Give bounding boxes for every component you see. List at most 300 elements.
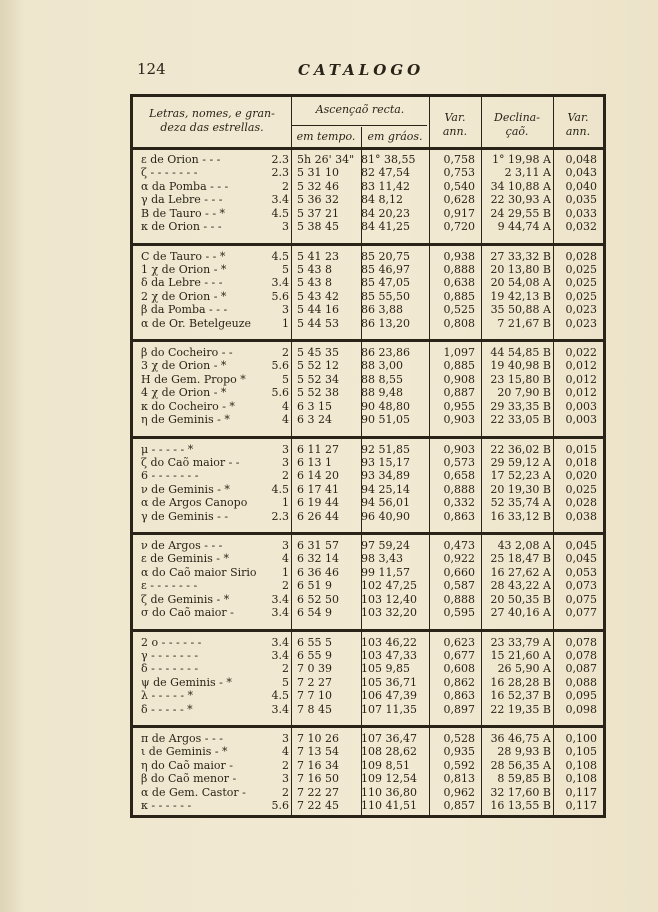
cell-mag: 5.6 [271, 359, 289, 373]
cell-deg: 94 56,01 [361, 496, 410, 510]
cell-var: 0,720 [443, 220, 475, 233]
cell-var: 0,885 [443, 289, 475, 303]
table-row [133, 759, 603, 772]
cell-deg: 82 47,54 [361, 166, 410, 180]
cell-mag: 3 [282, 455, 289, 469]
cell-time: 6 51 9 [297, 579, 332, 593]
table-row [133, 359, 603, 372]
cell-deg: 109 12,54 [361, 772, 417, 786]
cell-deg: 98 3,43 [361, 552, 403, 566]
cell-time: 6 52 50 [297, 592, 339, 606]
group-rule [133, 629, 603, 632]
cell-mag: 2 [282, 662, 289, 676]
cell-decl: 52 35,74 A [490, 496, 551, 510]
rule-h [291, 125, 427, 126]
cell-mag: 2 [282, 346, 289, 359]
table-row [133, 400, 603, 413]
cell-time: 5 52 34 [297, 372, 339, 386]
cell-decl: 22 36,02 B [490, 442, 551, 456]
cell-deg: 86 23,86 [361, 346, 410, 359]
cell-name: 6 - - - - - - - [141, 469, 199, 483]
cell-decl: 26 5,90 A [497, 662, 551, 676]
table-row [133, 510, 603, 523]
cell-deg: 85 46,97 [361, 262, 410, 276]
cell-time: 6 14 20 [297, 469, 339, 483]
table-row [133, 772, 603, 785]
cell-name: B de Tauro - - * [141, 206, 226, 220]
header-ra-degrees: em gráos. [367, 130, 423, 143]
cell-var2: 0,035 [565, 193, 597, 207]
header-declination: Declina-çaõ. [494, 111, 540, 138]
cell-time: 5 44 53 [297, 316, 339, 330]
cell-decl: 22 19,35 B [490, 702, 551, 716]
cell-decl: 16 27,62 A [490, 565, 551, 579]
cell-decl: 44 54,85 B [490, 346, 551, 359]
cell-deg: 102 47,25 [361, 579, 417, 593]
cell-decl: 16 52,37 B [490, 689, 551, 703]
cell-decl: 28 9,93 B [497, 745, 551, 759]
cell-name: ε - - - - - - - [141, 579, 198, 593]
cell-name: μ - - - - - * [141, 442, 194, 456]
cell-var: 0,863 [443, 509, 475, 523]
cell-deg: 85 20,75 [361, 249, 410, 263]
cell-deg: 83 11,42 [361, 179, 410, 193]
cell-deg: 93 34,89 [361, 469, 410, 483]
cell-decl: 29 59,12 A [490, 455, 551, 469]
cell-var2: 0,022 [565, 346, 597, 359]
page-number: 124 [137, 60, 166, 78]
cell-mag: 1 [282, 565, 289, 579]
cell-mag: 4.5 [271, 482, 289, 496]
cell-time: 7 0 39 [297, 662, 332, 676]
table-row [133, 263, 603, 276]
cell-time: 7 2 27 [297, 675, 332, 689]
cell-time: 6 17 41 [297, 482, 339, 496]
cell-var2: 0,032 [565, 220, 597, 233]
table-row [133, 207, 603, 220]
cell-deg: 84 20,23 [361, 206, 410, 220]
cell-var2: 0,053 [565, 565, 597, 579]
cell-name: κ do Cocheiro - * [141, 399, 235, 413]
cell-var2: 0,100 [565, 732, 597, 745]
cell-mag: 2.3 [271, 153, 289, 166]
cell-var: 0,608 [443, 662, 475, 676]
cell-name: η de Geminis - * [141, 413, 230, 426]
cell-name: ζ do Caõ maior - - [141, 455, 240, 469]
cell-deg: 90 48,80 [361, 399, 410, 413]
cell-decl: 17 52,23 A [490, 469, 551, 483]
cell-var: 0,332 [443, 496, 475, 510]
cell-name: ν de Argos - - - [141, 539, 223, 552]
cell-name: 4 χ de Orion - * [141, 386, 227, 400]
cell-decl: 36 46,75 A [490, 732, 551, 745]
cell-deg: 105 9,85 [361, 662, 410, 676]
cell-var2: 0,023 [565, 303, 597, 317]
cell-var2: 0,020 [565, 469, 597, 483]
cell-decl: 15 21,60 A [490, 648, 551, 662]
cell-decl: 16 13,55 B [490, 799, 551, 812]
header-right-ascension: Ascençaõ recta. [315, 103, 405, 116]
cell-time: 6 26 44 [297, 509, 339, 523]
cell-mag: 2.3 [271, 166, 289, 180]
cell-deg: 93 15,17 [361, 455, 410, 469]
table-row [133, 606, 603, 619]
cell-deg: 103 12,40 [361, 592, 417, 606]
cell-deg: 105 36,71 [361, 675, 417, 689]
cell-decl: 20 19,30 B [490, 482, 551, 496]
header-var2: Var. ann. [565, 111, 591, 138]
table-row [133, 593, 603, 606]
table-row [133, 317, 603, 330]
cell-name: H de Gem. Propo * [141, 372, 246, 386]
cell-time: 5 52 12 [297, 359, 339, 373]
table-row [133, 579, 603, 592]
cell-decl: 16 33,12 B [490, 509, 551, 523]
table-row [133, 552, 603, 565]
cell-var: 0,857 [443, 799, 475, 812]
cell-name: α da Pomba - - - [141, 179, 229, 193]
table-row [133, 539, 603, 552]
cell-decl: 20 13,80 B [490, 262, 551, 276]
cell-mag: 3.4 [271, 702, 289, 716]
cell-deg: 103 32,20 [361, 606, 417, 619]
cell-var2: 0,018 [565, 455, 597, 469]
cell-var2: 0,003 [565, 399, 597, 413]
star-catalog-table [130, 94, 606, 818]
cell-var2: 0,105 [565, 745, 597, 759]
cell-name: κ de Orion - - - [141, 220, 222, 233]
cell-var: 0,888 [443, 482, 475, 496]
table-row [133, 443, 603, 456]
cell-decl: 2 3,11 A [504, 166, 551, 180]
cell-mag: 3 [282, 772, 289, 786]
cell-deg: 107 36,47 [361, 732, 417, 745]
cell-decl: 34 10,88 A [490, 179, 551, 193]
cell-var2: 0,098 [565, 702, 597, 716]
cell-time: 6 11 27 [297, 442, 339, 456]
cell-time: 7 7 10 [297, 689, 332, 703]
cell-name: σ do Caõ maior - [141, 606, 234, 619]
cell-decl: 27 33,32 B [490, 249, 551, 263]
cell-var: 0,862 [443, 675, 475, 689]
cell-decl: 20 50,35 B [490, 592, 551, 606]
cell-decl: 24 29,55 B [490, 206, 551, 220]
cell-var: 0,938 [443, 249, 475, 263]
table-row [133, 193, 603, 206]
cell-var: 0,473 [443, 539, 475, 552]
cell-time: 6 55 9 [297, 648, 332, 662]
cell-mag: 3.4 [271, 193, 289, 207]
cell-decl: 29 33,35 B [490, 399, 551, 413]
cell-decl: 25 18,47 B [490, 552, 551, 566]
cell-var: 0,658 [443, 469, 475, 483]
cell-time: 6 13 1 [297, 455, 332, 469]
cell-name: γ da Lebre - - - [141, 193, 223, 207]
cell-var: 0,592 [443, 758, 475, 772]
cell-time: 6 55 5 [297, 635, 332, 649]
table-row [133, 250, 603, 263]
cell-deg: 109 8,51 [361, 758, 410, 772]
table-row [133, 636, 603, 649]
header-names: Letras, nomes, e gran-deza das estrellas. [149, 107, 275, 134]
cell-var: 0,540 [443, 179, 475, 193]
group-rule [133, 339, 603, 342]
cell-mag: 3.4 [271, 606, 289, 619]
cell-name: δ - - - - - * [141, 702, 193, 716]
cell-deg: 97 59,24 [361, 539, 410, 552]
cell-mag: 5 [282, 262, 289, 276]
cell-mag: 5 [282, 372, 289, 386]
cell-name: π de Argos - - - [141, 732, 223, 745]
cell-decl: 28 43,22 A [490, 579, 551, 593]
group-rule [133, 243, 603, 246]
cell-var2: 0,040 [565, 179, 597, 193]
cell-mag: 1 [282, 496, 289, 510]
cell-var2: 0,025 [565, 262, 597, 276]
cell-time: 5 37 21 [297, 206, 339, 220]
cell-var2: 0,108 [565, 772, 597, 786]
table-row [133, 373, 603, 386]
cell-time: 6 36 46 [297, 565, 339, 579]
cell-var2: 0,012 [565, 359, 597, 373]
cell-var: 0,885 [443, 359, 475, 373]
cell-time: 5 41 23 [297, 249, 339, 263]
cell-deg: 90 51,05 [361, 413, 410, 426]
cell-var2: 0,087 [565, 662, 597, 676]
table-row [133, 732, 603, 745]
cell-var2: 0,028 [565, 249, 597, 263]
cell-var2: 0,075 [565, 592, 597, 606]
cell-var: 0,917 [443, 206, 475, 220]
cell-time: 6 3 15 [297, 399, 332, 413]
cell-time: 7 13 54 [297, 745, 339, 759]
cell-deg: 94 25,14 [361, 482, 410, 496]
cell-time: 6 32 14 [297, 552, 339, 566]
cell-var2: 0,003 [565, 413, 597, 426]
cell-decl: 9 44,74 A [497, 220, 551, 233]
cell-name: ε de Geminis - * [141, 552, 229, 566]
cell-time: 5 32 46 [297, 179, 339, 193]
cell-var2: 0,043 [565, 166, 597, 180]
table-row [133, 799, 603, 812]
cell-decl: 20 7,90 B [497, 386, 551, 400]
cell-mag: 3.4 [271, 648, 289, 662]
cell-decl: 7 21,67 B [497, 316, 551, 330]
cell-deg: 99 11,57 [361, 565, 410, 579]
cell-mag: 5.6 [271, 799, 289, 812]
cell-mag: 3 [282, 220, 289, 233]
cell-var2: 0,015 [565, 442, 597, 456]
cell-var2: 0,077 [565, 606, 597, 619]
cell-mag: 4.5 [271, 249, 289, 263]
cell-deg: 85 55,50 [361, 289, 410, 303]
table-row [133, 703, 603, 716]
cell-var2: 0,025 [565, 482, 597, 496]
cell-mag: 3 [282, 539, 289, 552]
cell-name: ι de Geminis - * [141, 745, 228, 759]
cell-var: 0,863 [443, 689, 475, 703]
cell-time: 7 16 50 [297, 772, 339, 786]
cell-decl: 28 56,35 A [490, 758, 551, 772]
cell-var: 0,908 [443, 372, 475, 386]
table-row [133, 153, 603, 166]
cell-mag: 2 [282, 758, 289, 772]
cell-var2: 0,088 [565, 675, 597, 689]
cell-mag: 4 [282, 413, 289, 426]
table-row [133, 786, 603, 799]
cell-mag: 4.5 [271, 206, 289, 220]
cell-var2: 0,078 [565, 635, 597, 649]
table-row [133, 689, 603, 702]
cell-var2: 0,023 [565, 316, 597, 330]
cell-var: 0,758 [443, 153, 475, 166]
cell-var: 0,638 [443, 276, 475, 290]
cell-time: 6 54 9 [297, 606, 332, 619]
cell-mag: 2.3 [271, 509, 289, 523]
cell-mag: 5.6 [271, 289, 289, 303]
cell-decl: 22 33,05 B [490, 413, 551, 426]
table-row [133, 496, 603, 509]
cell-deg: 106 47,39 [361, 689, 417, 703]
cell-name: δ da Lebre - - - [141, 276, 223, 290]
cell-time: 6 31 57 [297, 539, 339, 552]
cell-var: 0,753 [443, 166, 475, 180]
table-row [133, 456, 603, 469]
table-row [133, 483, 603, 496]
cell-name: η do Caõ maior - [141, 758, 233, 772]
cell-mag: 5 [282, 675, 289, 689]
cell-deg: 86 3,88 [361, 303, 403, 317]
cell-name: β do Caõ menor - [141, 772, 237, 786]
cell-time: 5 43 8 [297, 262, 332, 276]
table-row [133, 276, 603, 289]
cell-deg: 110 36,80 [361, 785, 417, 799]
cell-decl: 27 40,16 A [490, 606, 551, 619]
cell-name: λ - - - - - * [141, 689, 194, 703]
table-row [133, 220, 603, 233]
cell-mag: 4 [282, 399, 289, 413]
cell-decl: 43 2,08 A [497, 539, 551, 552]
cell-time: 5h 26' 34" [297, 153, 355, 166]
cell-decl: 23 33,79 A [490, 635, 551, 649]
cell-deg: 85 47,05 [361, 276, 410, 290]
cell-time: 5 43 42 [297, 289, 339, 303]
cell-deg: 103 46,22 [361, 635, 417, 649]
table-row [133, 290, 603, 303]
cell-name: 3 χ de Orion - * [141, 359, 227, 373]
cell-time: 5 52 38 [297, 386, 339, 400]
table-row [133, 413, 603, 426]
cell-name: 1 χ de Orion - * [141, 262, 227, 276]
table-row [133, 303, 603, 316]
cell-deg: 103 47,33 [361, 648, 417, 662]
cell-var: 0,660 [443, 565, 475, 579]
table-row [133, 662, 603, 675]
cell-mag: 3.4 [271, 635, 289, 649]
cell-deg: 88 9,48 [361, 386, 403, 400]
cell-var2: 0,078 [565, 648, 597, 662]
table-row [133, 649, 603, 662]
cell-var2: 0,108 [565, 758, 597, 772]
cell-decl: 23 15,80 B [490, 372, 551, 386]
cell-name: α de Argos Canopo [141, 496, 248, 510]
cell-mag: 4.5 [271, 689, 289, 703]
cell-name: α de Or. Betelgeuze [141, 316, 252, 330]
cell-var: 0,587 [443, 579, 475, 593]
cell-var: 0,935 [443, 745, 475, 759]
table-row [133, 566, 603, 579]
cell-deg: 92 51,85 [361, 442, 410, 456]
cell-time: 7 8 45 [297, 702, 332, 716]
cell-deg: 81° 38,55 [361, 153, 416, 166]
table-row [133, 166, 603, 179]
cell-decl: 19 42,13 B [490, 289, 551, 303]
cell-name: ψ de Geminis - * [141, 675, 232, 689]
cell-deg: 110 41,51 [361, 799, 417, 812]
table-row [133, 469, 603, 482]
cell-var: 0,903 [443, 442, 475, 456]
cell-var: 0,903 [443, 413, 475, 426]
cell-var: 0,677 [443, 648, 475, 662]
cell-var2: 0,117 [565, 799, 597, 812]
cell-var: 0,528 [443, 732, 475, 745]
cell-time: 7 16 34 [297, 758, 339, 772]
cell-var: 0,887 [443, 386, 475, 400]
table-row [133, 346, 603, 359]
cell-time: 5 43 8 [297, 276, 332, 290]
cell-deg: 84 41,25 [361, 220, 410, 233]
cell-var: 0,955 [443, 399, 475, 413]
group-rule [133, 725, 603, 728]
cell-mag: 3.4 [271, 276, 289, 290]
cell-mag: 3.4 [271, 592, 289, 606]
cell-var: 1,097 [443, 346, 475, 359]
cell-deg: 88 3,00 [361, 359, 403, 373]
cell-var2: 0,025 [565, 276, 597, 290]
cell-var: 0,628 [443, 193, 475, 207]
cell-name: ε de Orion - - - [141, 153, 221, 166]
cell-name: κ - - - - - - [141, 799, 192, 812]
cell-decl: 35 50,88 A [490, 303, 551, 317]
cell-time: 6 3 24 [297, 413, 332, 426]
cell-var: 0,897 [443, 702, 475, 716]
table-row [133, 386, 603, 399]
cell-deg: 107 11,35 [361, 702, 417, 716]
cell-deg: 84 8,12 [361, 193, 403, 207]
cell-decl: 19 40,98 B [490, 359, 551, 373]
header-rule [133, 147, 603, 150]
cell-mag: 5.6 [271, 386, 289, 400]
cell-decl: 8 59,85 B [497, 772, 551, 786]
cell-var: 0,808 [443, 316, 475, 330]
cell-name: γ - - - - - - - [141, 648, 199, 662]
cell-time: 5 31 10 [297, 166, 339, 180]
cell-deg: 86 13,20 [361, 316, 410, 330]
cell-var2: 0,028 [565, 496, 597, 510]
cell-time: 5 38 45 [297, 220, 339, 233]
cell-var2: 0,045 [565, 552, 597, 566]
cell-deg: 96 40,90 [361, 509, 410, 523]
cell-mag: 2 [282, 179, 289, 193]
cell-decl: 20 54,08 A [490, 276, 551, 290]
cell-var2: 0,045 [565, 539, 597, 552]
cell-decl: 32 17,60 B [490, 785, 551, 799]
cell-name: ν de Geminis - * [141, 482, 230, 496]
cell-var2: 0,025 [565, 289, 597, 303]
cell-name: C de Tauro - - * [141, 249, 226, 263]
cell-var: 0,888 [443, 262, 475, 276]
table-row [133, 180, 603, 193]
